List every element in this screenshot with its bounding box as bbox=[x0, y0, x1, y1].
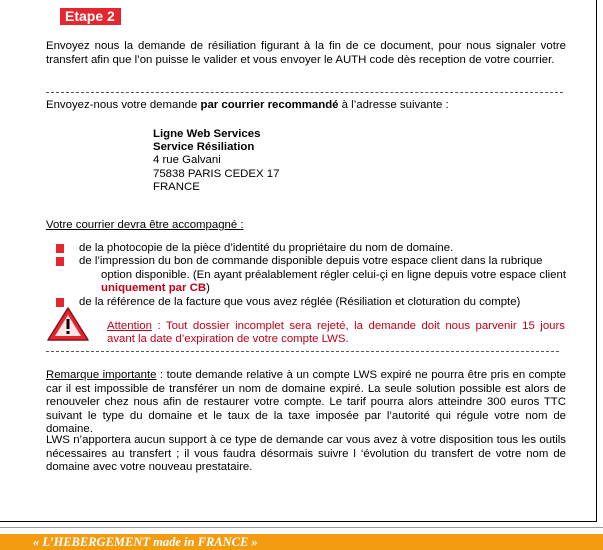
list-item bbox=[50, 242, 566, 255]
warning-triangle-icon bbox=[46, 306, 90, 342]
address-country: FRANCE bbox=[153, 180, 200, 193]
dashed-divider-top bbox=[46, 92, 563, 93]
intro-paragraph: Envoyez nous la demande de résiliation figurant à la fin de ce document, pour nous signaler votre transfert afin que l’on puisse le valider et vous envoyer le AUTH code dès reception de votre courrier. bbox=[46, 40, 566, 66]
step-badge: Etape 2 bbox=[60, 8, 121, 25]
list-item-emphasis: uniquement par CB bbox=[101, 282, 207, 295]
remark-paragraph bbox=[46, 369, 566, 437]
list-item-continuation bbox=[79, 269, 566, 296]
address-city: 75838 PARIS CEDEX 17 bbox=[153, 167, 280, 180]
address-service: Service Résiliation bbox=[153, 141, 255, 154]
list-item-text-end: ) bbox=[206, 282, 210, 295]
requirements-list bbox=[50, 242, 566, 309]
remark-text: : toute demande relative à un compte LWS expiré ne pourra être pris en compte car il est impossible de transférer un nom de domaine expiré. La seule solution possible est alors de renouveler chez nous afin de restaurer votre compte. Le tarif pourra alors atteindre 300 euros TTC suivant le type du domaine et le taux de la taxe imposée par l’autorité qui régule votre nom de domaine. bbox=[46, 369, 566, 436]
footer-slogan: « L’HEBERGEMENT made in FRANCE » bbox=[33, 535, 258, 549]
list-item-text: de l’impression du bon de commande disponible depuis votre espace client dans la rubrique bbox=[79, 255, 543, 268]
warning-message bbox=[107, 320, 565, 347]
list-item bbox=[50, 296, 566, 309]
dashed-divider-bottom bbox=[46, 351, 559, 352]
mail-instruction-before: Envoyez-nous votre demande bbox=[46, 99, 201, 111]
address-company: Ligne Web Services bbox=[153, 128, 261, 140]
list-item-text: de la référence de la facture que vous avez réglée (Résiliation et cloturation du compte) bbox=[79, 295, 521, 308]
support-note: LWS n’apportera aucun support à ce type de demande car vous avez à votre disposition tous les outils nécessaires au transfert ; il vous faudra désormais suivre l ‘évolution du transfert de votre nom de domaine avec votre nouveau prestataire. bbox=[46, 434, 566, 474]
warning-label: Attention bbox=[107, 320, 152, 332]
address-street: 4 rue Galvani bbox=[153, 154, 221, 167]
red-square-bullet-icon bbox=[56, 244, 64, 253]
postal-address bbox=[153, 128, 279, 194]
mail-instruction bbox=[46, 99, 566, 113]
accompany-heading: Votre courrier devra être accompagné : bbox=[46, 219, 244, 231]
red-square-bullet-icon bbox=[56, 257, 64, 266]
remark-label: Remarque importante bbox=[46, 369, 157, 381]
footer-rule bbox=[0, 527, 603, 528]
list-item-text: de la photocopie de la pièce d’identité du propriétaire du nom de domaine. bbox=[79, 242, 454, 254]
warning-text: : Tout dossier incomplet sera rejeté, la demande doit nous parvenir 15 jours avant la date d’expiration de votre compte LWS. bbox=[107, 320, 565, 346]
list-item bbox=[50, 255, 566, 295]
mail-instruction-bold: par courrier recommandé bbox=[200, 99, 339, 111]
mail-instruction-after: à l’adresse suivante : bbox=[338, 99, 449, 111]
list-item-text: option disponible. (En ayant préalablement régler celui-çi en ligne depuis votre espace client bbox=[101, 268, 566, 281]
